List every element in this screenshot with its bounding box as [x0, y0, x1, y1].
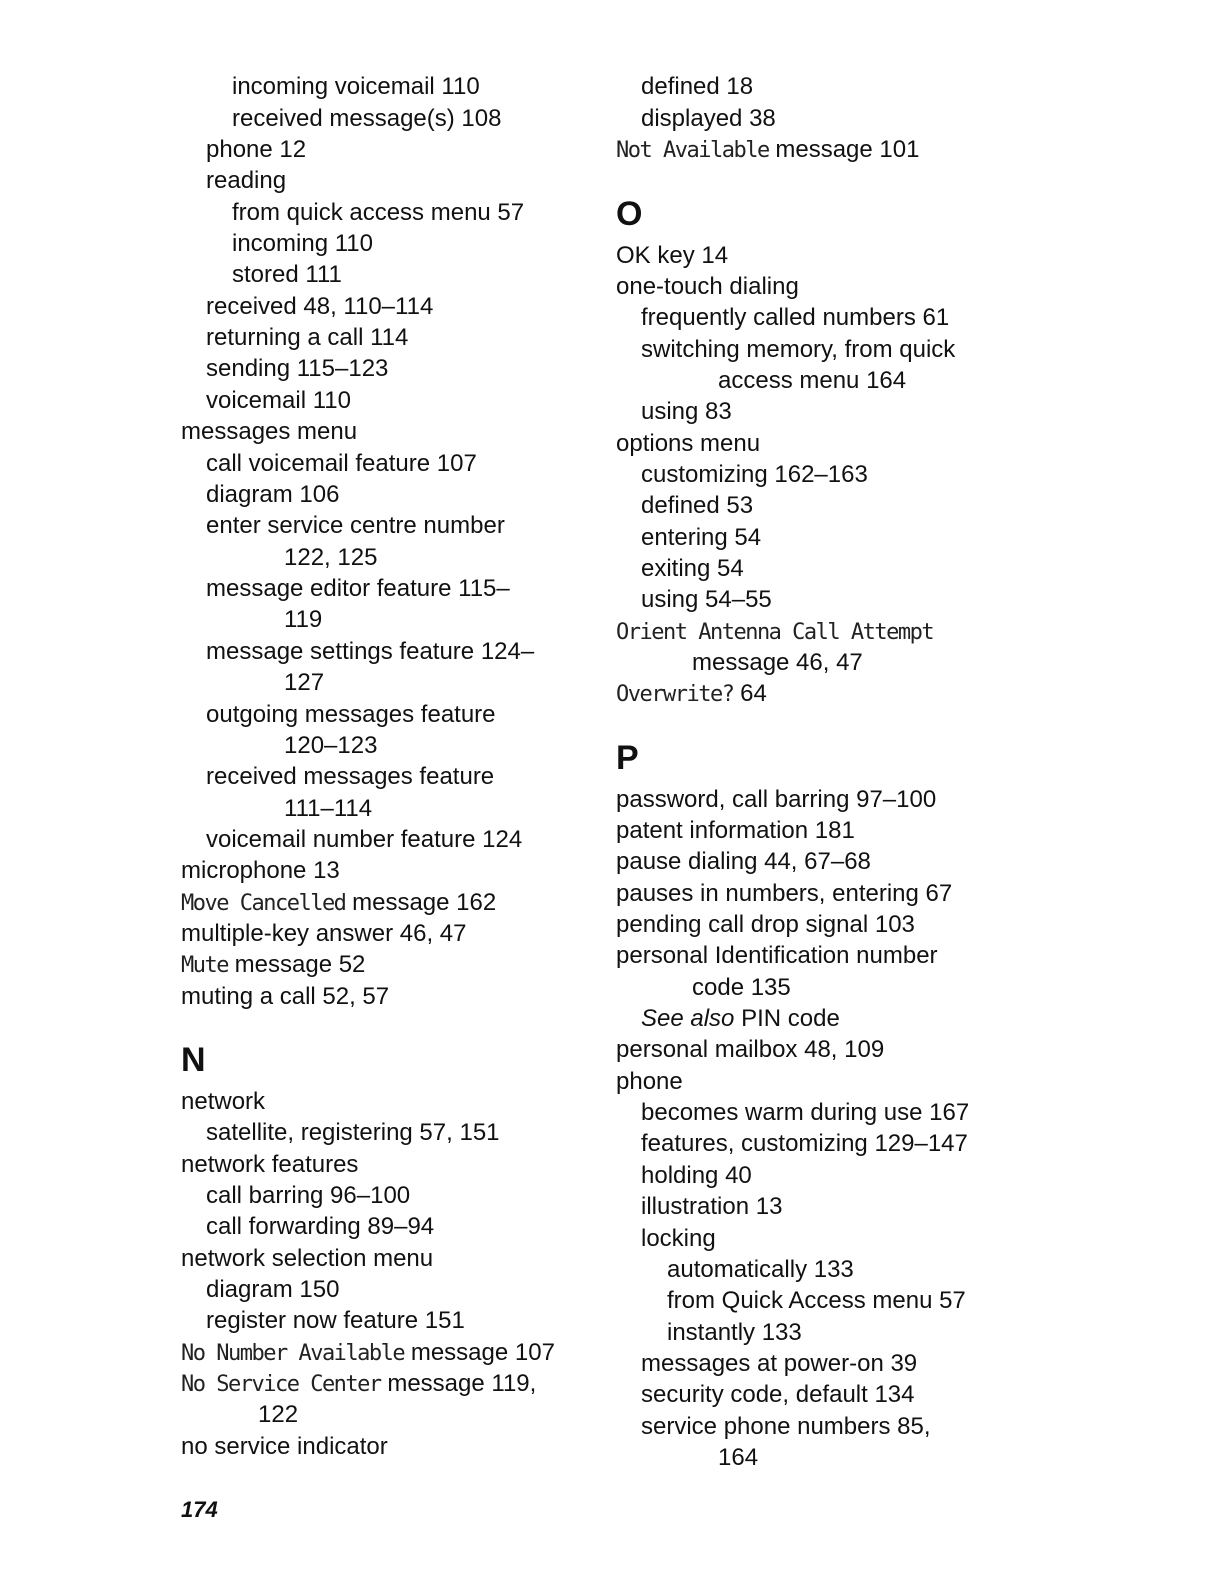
index-entry: received message(s) 108 — [232, 105, 502, 132]
index-entry — [181, 1369, 536, 1400]
index-entry: returning a call 114 — [206, 324, 409, 351]
index-entry-text: 64 — [733, 680, 767, 707]
index-entry-continuation: 122 — [258, 1401, 299, 1428]
index-entry: exiting 54 — [641, 555, 744, 582]
index-entry: microphone 13 — [181, 857, 340, 884]
see-also-label: See also — [641, 1005, 735, 1032]
index-entry: diagram 106 — [206, 481, 340, 508]
index-entry-continuation: access menu 164 — [718, 367, 907, 394]
index-entry-text: message 52 — [227, 951, 366, 978]
index-entry: from quick access menu 57 — [232, 199, 525, 226]
index-entry: switching memory, from quick — [641, 336, 956, 363]
index-entry: instantly 133 — [667, 1319, 802, 1346]
index-entry-continuation: 164 — [718, 1444, 759, 1471]
index-entry: muting a call 52, 57 — [181, 983, 390, 1010]
index-entry-continuation: code 135 — [692, 974, 791, 1001]
index-entry-continuation: 122, 125 — [284, 544, 378, 571]
index-entry-continuation: 120–123 — [284, 732, 378, 759]
index-entry: from Quick Access menu 57 — [667, 1287, 966, 1314]
index-entry — [616, 135, 919, 166]
index-entry: no service indicator — [181, 1433, 388, 1460]
section-letter-o: O — [616, 195, 643, 233]
display-message-term: Mute — [181, 953, 228, 978]
index-entry: service phone numbers 85, — [641, 1413, 931, 1440]
index-entry-text: message 107 — [404, 1339, 555, 1366]
index-entry: entering 54 — [641, 524, 762, 551]
index-entry: using 54–55 — [641, 586, 772, 613]
display-message-term: Orient Antenna Call Attempt — [616, 620, 934, 645]
index-entry: sending 115–123 — [206, 355, 389, 382]
index-entry: received messages feature — [206, 763, 495, 790]
index-entry: stored 111 — [232, 261, 342, 288]
index-entry-continuation: message 46, 47 — [692, 649, 863, 676]
index-entry: network — [181, 1088, 266, 1115]
index-entry: personal mailbox 48, 109 — [616, 1036, 885, 1063]
index-entry: automatically 133 — [667, 1256, 854, 1283]
index-entry: using 83 — [641, 398, 732, 425]
index-entry: received 48, 110–114 — [206, 293, 434, 320]
index-entry: call forwarding 89–94 — [206, 1213, 435, 1240]
index-entry: features, customizing 129–147 — [641, 1130, 968, 1157]
index-entry-continuation: 119 — [284, 606, 323, 633]
display-message-term: Move Cancelled — [181, 891, 346, 916]
index-entry: multiple-key answer 46, 47 — [181, 920, 467, 947]
index-entry: defined 53 — [641, 492, 754, 519]
index-cross-reference — [641, 1004, 840, 1034]
index-entry: enter service centre number — [206, 512, 505, 539]
index-entry: OK key 14 — [616, 242, 729, 269]
index-entry: diagram 150 — [206, 1276, 340, 1303]
index-entry: phone 12 — [206, 136, 307, 163]
index-entry: locking — [641, 1225, 716, 1252]
index-entry: frequently called numbers 61 — [641, 304, 950, 331]
index-entry: displayed 38 — [641, 105, 776, 132]
display-message-term: No Number Available — [181, 1341, 405, 1366]
display-message-term: Overwrite? — [616, 682, 734, 707]
index-entry — [616, 679, 767, 710]
index-entry: network features — [181, 1151, 359, 1178]
index-entry: reading — [206, 167, 287, 194]
index-entry: patent information 181 — [616, 817, 855, 844]
display-message-term: Not Available — [616, 138, 769, 163]
index-entry-text: message 119, — [380, 1370, 537, 1397]
index-entry: pause dialing 44, 67–68 — [616, 848, 871, 875]
index-entry: pending call drop signal 103 — [616, 911, 915, 938]
index-entry: network selection menu — [181, 1245, 434, 1272]
index-entry-continuation: 127 — [284, 669, 325, 696]
page-number: 174 — [181, 1497, 218, 1522]
index-entry: incoming 110 — [232, 230, 373, 257]
index-entry-text: message 101 — [768, 136, 920, 163]
index-entry: incoming voicemail 110 — [232, 73, 480, 100]
index-entry: customizing 162–163 — [641, 461, 868, 488]
index-entry: outgoing messages feature — [206, 701, 496, 728]
index-entry: satellite, registering 57, 151 — [206, 1119, 500, 1146]
index-entry-text: message 162 — [345, 889, 497, 916]
index-entry: defined 18 — [641, 73, 754, 100]
index-entry: options menu — [616, 430, 761, 457]
index-entry: call barring 96–100 — [206, 1182, 411, 1209]
index-entry: becomes warm during use 167 — [641, 1099, 970, 1126]
index-entry — [616, 617, 933, 648]
index-entry: holding 40 — [641, 1162, 752, 1189]
index-entry: message editor feature 115– — [206, 575, 510, 602]
index-entry: voicemail number feature 124 — [206, 826, 523, 853]
index-entry: illustration 13 — [641, 1193, 783, 1220]
index-entry: one-touch dialing — [616, 273, 799, 300]
index-entry: password, call barring 97–100 — [616, 786, 937, 813]
index-entry — [181, 950, 365, 981]
index-entry: pauses in numbers, entering 67 — [616, 880, 953, 907]
see-also-target: PIN code — [734, 1005, 840, 1032]
index-entry: messages at power-on 39 — [641, 1350, 918, 1377]
index-entry: security code, default 134 — [641, 1381, 915, 1408]
section-letter-n: N — [181, 1041, 206, 1079]
index-entry: call voicemail feature 107 — [206, 450, 477, 477]
index-entry: personal Identification number — [616, 942, 938, 969]
section-letter-p: P — [616, 739, 639, 777]
index-entry: register now feature 151 — [206, 1307, 465, 1334]
index-entry — [181, 1338, 555, 1369]
index-entry — [181, 888, 496, 919]
index-entry: messages menu — [181, 418, 358, 445]
index-entry: message settings feature 124– — [206, 638, 535, 665]
index-entry: voicemail 110 — [206, 387, 351, 414]
display-message-term: No Service Center — [181, 1372, 381, 1397]
index-entry: phone — [616, 1068, 683, 1095]
index-entry-continuation: 111–114 — [284, 795, 373, 822]
